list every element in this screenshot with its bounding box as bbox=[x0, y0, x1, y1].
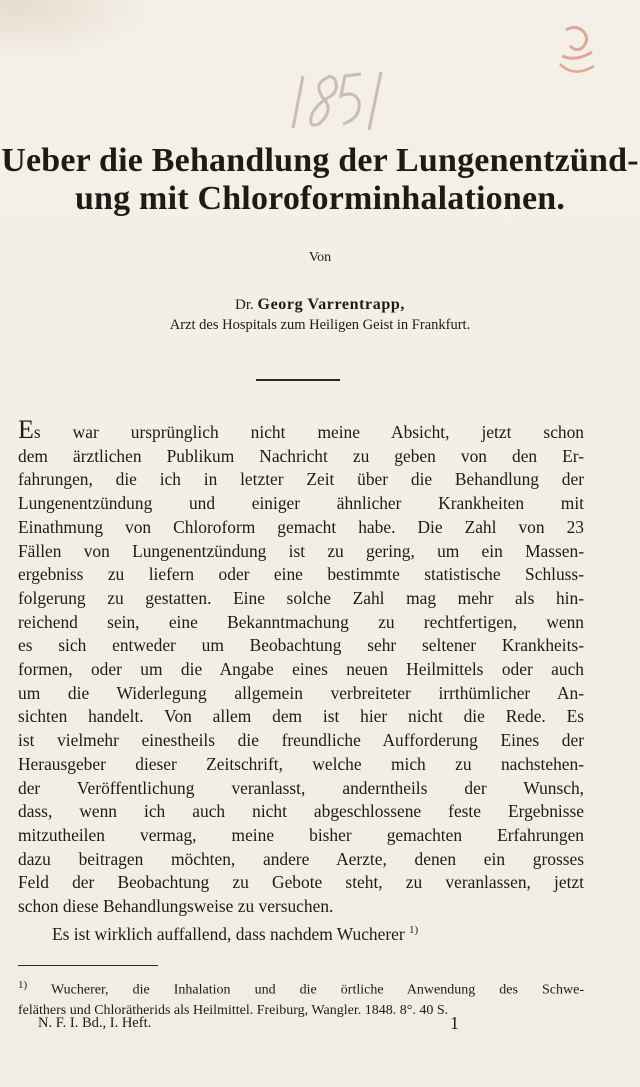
body-line-text: Es ist wirklich auffallend, dass nachdem Wucherer bbox=[52, 923, 405, 944]
body-line: reichend sein, eine Bekanntmachung zu rechtfertigen, wenn bbox=[18, 611, 584, 632]
journal-reference: N. F. I. Bd., I. Heft. bbox=[38, 1015, 152, 1031]
author-name: Georg Varrentrapp, bbox=[257, 296, 405, 313]
drop-cap: E bbox=[18, 415, 34, 444]
footnote bbox=[18, 975, 584, 1021]
body-line: fahrungen, die ich in letzter Zeit über die Behandlung der bbox=[18, 469, 584, 490]
article-body bbox=[18, 415, 584, 946]
body-line-last bbox=[18, 919, 584, 947]
page-footer bbox=[38, 1015, 568, 1032]
body-line: um die Widerlegung allgemein verbreiteter irrthümlicher An- bbox=[18, 682, 584, 703]
footnote-divider bbox=[18, 965, 158, 966]
title-line-2: ung mit Chloroforminhalationen. bbox=[74, 180, 566, 217]
body-line: ist vielmehr einestheils die freundliche Aufforderung Eines der bbox=[18, 730, 584, 751]
body-line: dem ärztlichen Publikum Nachricht zu geben von den Er- bbox=[18, 445, 584, 466]
author-affiliation: Arzt des Hospitals zum Heiligen Geist in Frankfurt. bbox=[169, 317, 471, 333]
body-line-text: s war ursprünglich nicht meine Absicht, jetzt schon bbox=[33, 422, 584, 442]
body-line: Feld der Beobachtung zu Gebote steht, zu veranlassen, jetzt bbox=[18, 872, 584, 893]
section-divider bbox=[256, 379, 340, 381]
body-line: schon diese Behandlungsweise zu versuchen. bbox=[18, 896, 334, 917]
author-prefix: Dr. bbox=[235, 297, 254, 313]
footnote-line bbox=[18, 975, 584, 1001]
author-line bbox=[0, 296, 640, 314]
footnote-text: Wucherer, die Inhalation und die örtliche Anwendung des Schwe- bbox=[50, 982, 585, 998]
body-line: ergebniss zu liefern oder eine bestimmte statistische Schluss- bbox=[18, 564, 584, 585]
body-line: folgerung zu gestatten. Eine solche Zahl mag mehr als hin- bbox=[18, 587, 584, 608]
body-line: dass, wenn ich auch nicht abgeschlossene feste Ergebnisse bbox=[18, 801, 584, 822]
footnote-mark: 1) bbox=[18, 979, 28, 991]
article-title bbox=[0, 142, 640, 218]
library-stamp-icon bbox=[552, 22, 598, 82]
body-line: Fällen von Lungenentzündung ist zu gering, um ein Massen- bbox=[18, 540, 584, 561]
body-line: dazu beitragen möchten, andere Aerzte, denen ein grosses bbox=[18, 848, 584, 869]
body-line: Lungenentzündung und einiger ähnlicher Krankheiten mit bbox=[18, 493, 584, 514]
body-line bbox=[18, 415, 584, 445]
body-line: es sich entweder um Beobachtung sehr seltener Krankheits- bbox=[18, 635, 584, 656]
body-line: formen, oder um die Angabe eines neuen Heilmittels oder auch bbox=[18, 659, 584, 680]
body-line: Einathmung von Chloroform gemacht habe. Die Zahl von 23 bbox=[18, 516, 584, 537]
byline-von: Von bbox=[308, 250, 332, 265]
title-line-1: Ueber die Behandlung der Lungenentzünd- bbox=[1, 142, 639, 179]
body-line: sichten handelt. Von allem dem ist hier nicht die Rede. Es bbox=[18, 706, 584, 727]
footnote-line: feläthers und Chlorätherids als Heilmittel. Freiburg, Wangler. 1848. 8°. 40 S. bbox=[18, 1002, 449, 1018]
page-number: 1 bbox=[450, 1013, 459, 1033]
body-line: mitzutheilen vermag, meine bisher gemachten Erfahrungen bbox=[18, 824, 584, 845]
body-line: der Veröffentlichung veranlasst, anderntheils der Wunsch, bbox=[18, 777, 584, 798]
paper-stain bbox=[0, 0, 150, 60]
handwritten-year-annotation bbox=[283, 66, 393, 136]
body-line: Herausgeber dieser Zeitschrift, welche mich zu nachstehen- bbox=[18, 753, 584, 774]
footnote-reference: 1) bbox=[409, 923, 419, 936]
